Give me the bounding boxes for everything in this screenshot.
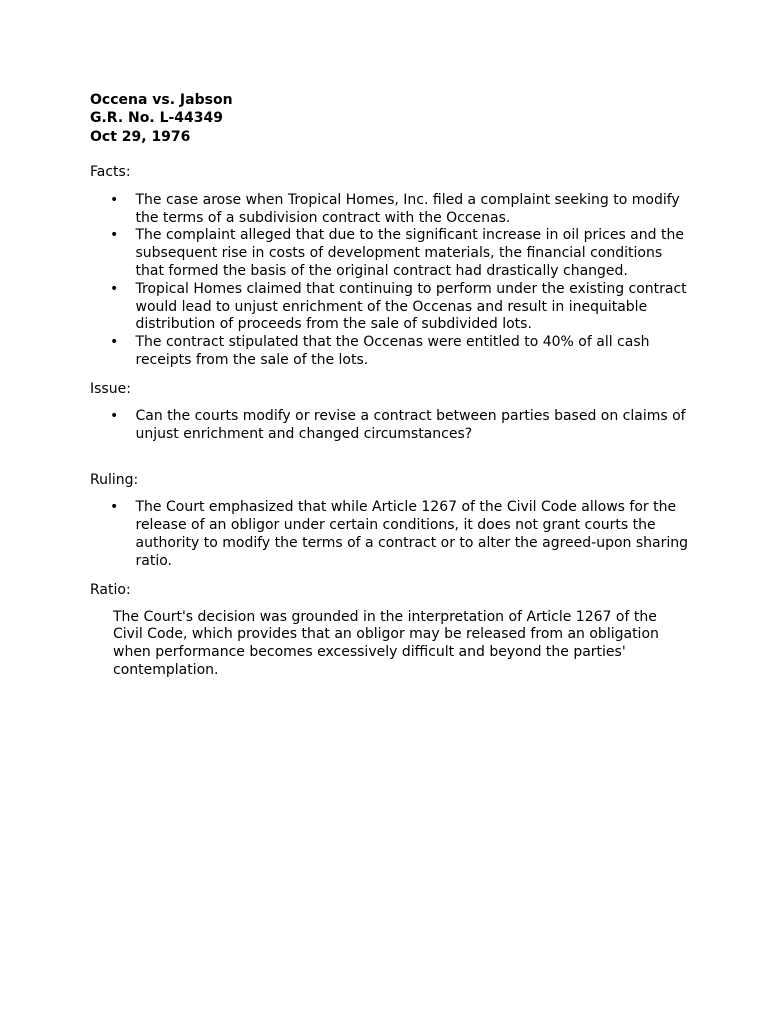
fact-text: The case arose when Tropical Homes, Inc. filed a complaint seeking to modify the terms of a subdivision contract with the Occenas. <box>135 191 680 226</box>
list-item <box>90 227 690 280</box>
ruling-text: The Court emphasized that while Article 1267 of the Civil Code allows for the release of an obligor under certain conditions, it does not grant courts the authority to modify the terms of a contract or to alter the agreed-upon sharing ratio. <box>135 499 689 569</box>
bullet-icon: • <box>110 334 119 351</box>
list-item <box>90 192 690 228</box>
case-date: Oct 29, 1976 <box>90 128 191 145</box>
issue-heading: Issue: <box>90 380 131 397</box>
facts-list <box>90 192 690 370</box>
list-item <box>90 281 690 334</box>
list-item <box>90 334 690 370</box>
issue-list <box>90 408 690 444</box>
bullet-icon: • <box>110 227 119 244</box>
bullet-icon: • <box>110 191 119 208</box>
list-item <box>90 408 690 444</box>
bullet-icon: • <box>110 280 119 297</box>
fact-text: The contract stipulated that the Occenas were entitled to 40% of all cash receipts from the sale of the lots. <box>135 334 650 369</box>
bullet-icon: • <box>110 499 119 516</box>
case-title: Occena vs. Jabson <box>90 92 233 108</box>
fact-text: The complaint alleged that due to the significant increase in oil prices and the subsequent rise in costs of development materials, the financial conditions that formed the basis of the original contract had drastically changed. <box>135 227 684 280</box>
document-body <box>90 91 690 680</box>
ruling-heading: Ruling: <box>90 472 139 489</box>
bullet-icon: • <box>110 407 119 424</box>
ratio-heading: Ratio: <box>90 581 131 598</box>
ratio-paragraph: The Court's decision was grounded in the interpretation of Article 1267 of the Civil Code, which provides that an obligor may be released from an obligation when performance becomes excessively difficult and beyond the parties' contemplation. <box>113 608 659 679</box>
ruling-list <box>90 499 690 570</box>
fact-text: Tropical Homes claimed that continuing to perform under the existing contract would lead to unjust enrichment of the Occenas and result in inequitable distribution of proceeds from the sale of subdivided lots. <box>135 280 687 333</box>
case-header <box>90 91 690 146</box>
facts-heading: Facts: <box>90 163 131 180</box>
list-item <box>90 499 690 570</box>
case-gr-number: G.R. No. L-44349 <box>90 110 224 127</box>
issue-text: Can the courts modify or revise a contract between parties based on claims of unjust enrichment and changed circumstances? <box>135 407 686 442</box>
